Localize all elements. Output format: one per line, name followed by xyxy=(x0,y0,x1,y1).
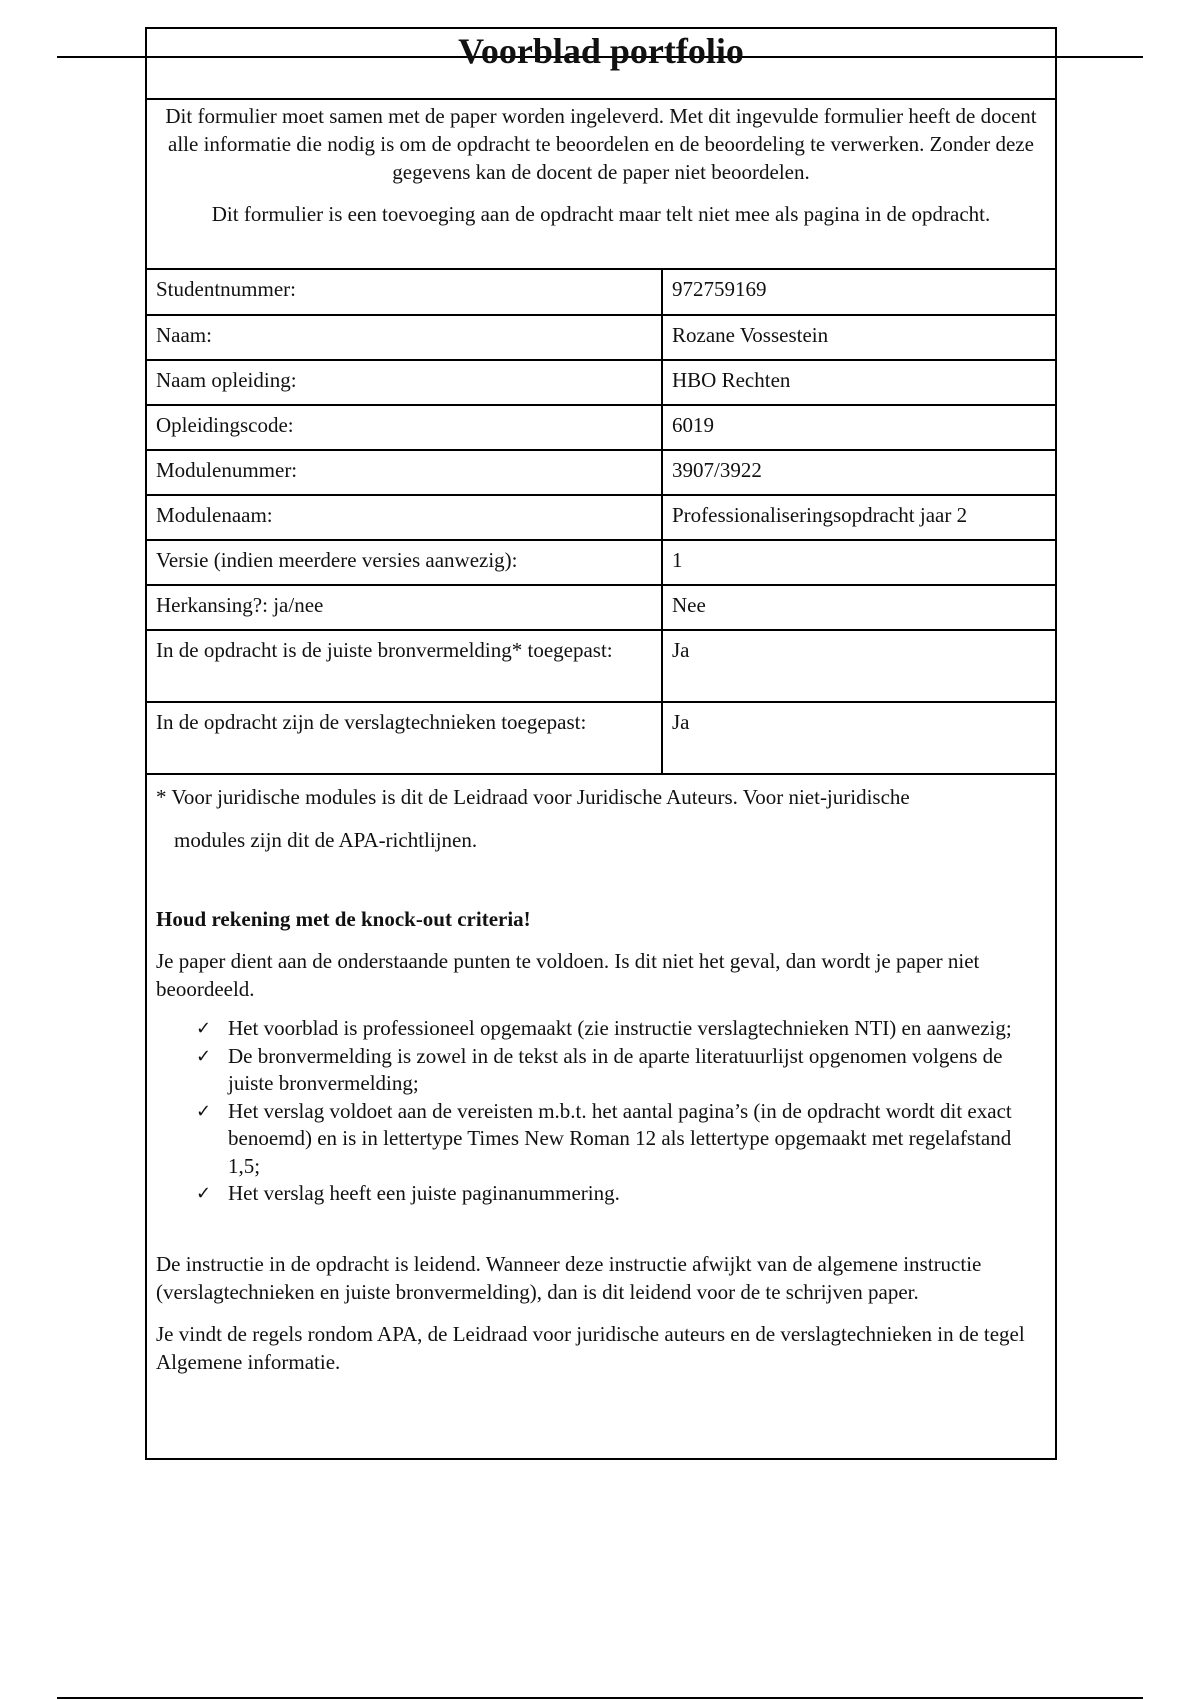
knockout-intro: Je paper dient aan de onderstaande punten te voldoen. Is dit niet het geval, dan wordt je paper niet beoordeeld. xyxy=(156,949,980,1001)
table-row xyxy=(147,315,1055,360)
field-value: HBO Rechten xyxy=(662,360,1055,405)
notes-section xyxy=(147,775,1055,1376)
criterion-text: De bronvermelding is zowel in de tekst als in de aparte literatuurlijst opgenomen volgens de juiste bronvermelding; xyxy=(228,1043,1003,1095)
footnote-line-1: * Voor juridische modules is dit de Leidraad voor Juridische Auteurs. Voor niet-juridische xyxy=(156,785,910,809)
field-label: Modulenaam: xyxy=(147,495,662,540)
field-label: Herkansing?: ja/nee xyxy=(147,585,662,630)
field-label: Studentnummer: xyxy=(147,270,662,315)
field-label: Opleidingscode: xyxy=(147,405,662,450)
field-label: In de opdracht zijn de verslagtechnieken toegepast: xyxy=(147,702,662,774)
knockout-heading: Houd rekening met de knock-out criteria! xyxy=(156,907,531,931)
criteria-list xyxy=(156,1015,1046,1208)
list-item xyxy=(196,1098,1046,1181)
field-label: Naam: xyxy=(147,315,662,360)
table-row xyxy=(147,630,1055,702)
list-item xyxy=(196,1043,1046,1098)
field-value: 972759169 xyxy=(662,270,1055,315)
student-info-table xyxy=(147,270,1055,775)
table-row xyxy=(147,450,1055,495)
field-label: Versie (indien meerdere versies aanwezig): xyxy=(147,540,662,585)
field-value: Professionaliseringsopdracht jaar 2 xyxy=(662,495,1055,540)
list-item xyxy=(196,1015,1046,1043)
footnote xyxy=(156,775,1046,863)
cover-form xyxy=(145,27,1057,1460)
field-label: Naam opleiding: xyxy=(147,360,662,405)
table-row xyxy=(147,405,1055,450)
criterion-text: Het verslag heeft een juiste paginanummering. xyxy=(228,1181,620,1205)
field-value: Ja xyxy=(662,630,1055,702)
title-row xyxy=(147,29,1055,100)
instruction-paragraph: De instructie in de opdracht is leidend. Wanneer deze instructie afwijkt van de algemene instructie (verslagtechnieken en juiste bronvermelding), dan is dit leidend voor de te schrijven paper. xyxy=(156,1251,982,1304)
table-row xyxy=(147,270,1055,315)
footnote-line-2: modules zijn dit de APA-richtlijnen. xyxy=(174,828,478,852)
table-row xyxy=(147,585,1055,630)
footer-rule xyxy=(57,1697,1143,1699)
field-value: 6019 xyxy=(662,405,1055,450)
criterion-text: Het voorblad is professioneel opgemaakt (zie instructie verslagtechnieken NTI) en aanwezig; xyxy=(228,1016,1012,1040)
checkmark-icon: ✓ xyxy=(196,1100,212,1122)
field-label: Modulenummer: xyxy=(147,450,662,495)
intro-paragraph-2: Dit formulier is een toevoeging aan de opdracht maar telt niet mee als pagina in de opdracht. xyxy=(211,202,991,226)
page-title: Voorblad portfolio xyxy=(458,31,744,71)
table-row xyxy=(147,540,1055,585)
checkmark-icon: ✓ xyxy=(196,1018,212,1039)
intro-section xyxy=(147,100,1055,270)
field-label: In de opdracht is de juiste bronvermelding* toegepast: xyxy=(147,630,662,702)
table-row xyxy=(147,360,1055,405)
field-value: Rozane Vossestein xyxy=(662,315,1055,360)
criterion-text: Het verslag voldoet aan de vereisten m.b.t. het aantal pagina’s (in de opdracht wordt dit exact benoemd) en is in lettertype Times New Roman 12 als lettertype opgemaakt met regelafstand 1,5; xyxy=(228,1098,1012,1178)
table-row xyxy=(147,702,1055,774)
field-value: 3907/3922 xyxy=(662,450,1055,495)
intro-paragraph-1: Dit formulier moet samen met de paper worden ingeleverd. Met dit ingevulde formulier heeft de docent alle informatie die nodig is om de opdracht te beoordelen en de beoordeling te verwerken. Zonder deze gegevens kan de docent de paper niet beoordelen. xyxy=(165,104,1037,184)
checkmark-icon: ✓ xyxy=(196,1183,212,1204)
rules-paragraph: Je vindt de regels rondom APA, de Leidraad voor juridische auteurs en de verslagtechnieken in de tegel Algemene informatie. xyxy=(156,1321,1025,1374)
table-row xyxy=(147,495,1055,540)
field-value: Ja xyxy=(662,702,1055,774)
checkmark-icon: ✓ xyxy=(196,1045,212,1067)
field-value: 1 xyxy=(662,540,1055,585)
list-item xyxy=(196,1180,1046,1208)
field-value: Nee xyxy=(662,585,1055,630)
